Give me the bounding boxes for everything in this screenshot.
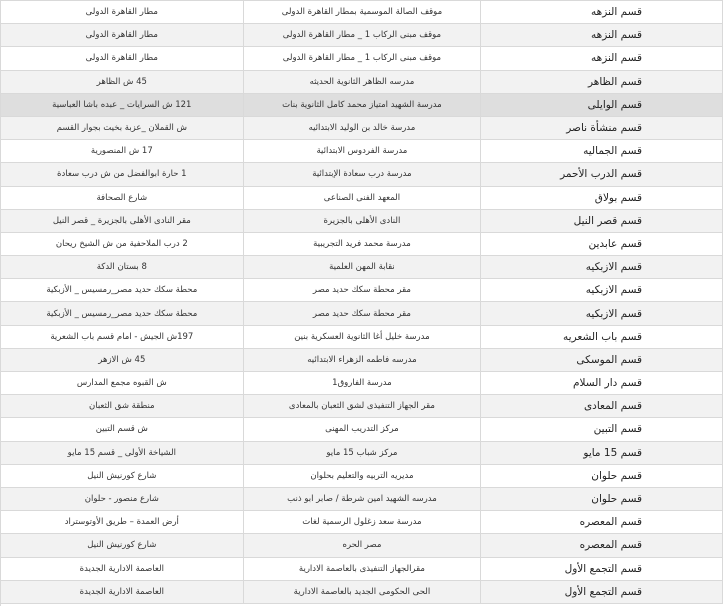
district-cell: قسم النزهه <box>481 1 723 23</box>
location-cell: الحى الحكومى الجديد بالعاصمة الادارية <box>244 581 482 603</box>
district-cell: قسم منشأة ناصر <box>481 117 723 139</box>
location-cell: مركز التدريب المهنى <box>244 418 482 440</box>
address-cell: 8 بستان الدكة <box>1 256 244 278</box>
address-cell: 1 حارة ابوالفضل من ش درب سعادة <box>1 163 244 185</box>
address-cell: مطار القاهرة الدولى <box>1 24 244 46</box>
address-cell: محطة سكك حديد مصر_رمسيس _ الأزبكية <box>1 302 244 324</box>
district-cell: قسم النزهه <box>481 24 723 46</box>
location-cell: نقابة المهن العلمية <box>244 256 482 278</box>
table-row <box>1 279 723 302</box>
location-cell: مديريه التربيه والتعليم بحلوان <box>244 465 482 487</box>
table-row <box>1 558 723 581</box>
district-cell: قسم باب الشعريه <box>481 326 723 348</box>
address-cell: ش قسم التبين <box>1 418 244 440</box>
table-row <box>1 511 723 534</box>
table-row <box>1 71 723 94</box>
location-cell: موقف مبنى الركاب 1 _ مطار القاهرة الدولى <box>244 24 482 46</box>
district-cell: قسم الازبكيه <box>481 279 723 301</box>
table-row <box>1 581 723 604</box>
table-row <box>1 534 723 557</box>
district-cell: قسم المعادى <box>481 395 723 417</box>
district-cell: قسم عابدين <box>481 233 723 255</box>
table-row <box>1 187 723 210</box>
address-cell: شارع كورنيش النيل <box>1 465 244 487</box>
address-cell: ش القبوه مجمع المدارس <box>1 372 244 394</box>
table-row <box>1 233 723 256</box>
location-cell: مقر محطة سكك حديد مصر <box>244 279 482 301</box>
table-row <box>1 442 723 465</box>
location-cell: مدرسة خليل أغا الثانوية العسكرية بنين <box>244 326 482 348</box>
location-cell: مدرسة الفاروق1 <box>244 372 482 394</box>
table-row <box>1 465 723 488</box>
location-cell: موقف الصالة الموسمية بمطار القاهرة الدولى <box>244 1 482 23</box>
location-cell: مدرسة خالد بن الوليد الابتدائيه <box>244 117 482 139</box>
district-cell: قسم الوايلى <box>481 94 723 116</box>
location-cell: مدرسة الشهيد امتياز محمد كامل الثانوية بنات <box>244 94 482 116</box>
address-cell: أرض العمدة – طريق الأوتوستراد <box>1 511 244 533</box>
address-cell: 2 درب الملاحفية من ش الشيخ ريحان <box>1 233 244 255</box>
address-cell: محطة سكك حديد مصر_رمسيس _ الأزبكية <box>1 279 244 301</box>
table-row <box>1 349 723 372</box>
address-cell: الشياخة الأولى _ قسم 15 مايو <box>1 442 244 464</box>
location-cell: مقر الجهاز التنفيذى لشق الثعبان بالمعادى <box>244 395 482 417</box>
location-cell: مصر الحره <box>244 534 482 556</box>
table-row <box>1 256 723 279</box>
location-cell: مدرسة سعد زغلول الرسمية لغات <box>244 511 482 533</box>
location-cell: مدرسه فاطمه الزهراء الابتدائيه <box>244 349 482 371</box>
location-cell: مقر محطة سكك حديد مصر <box>244 302 482 324</box>
table-row <box>1 372 723 395</box>
district-cell: قسم المعصره <box>481 534 723 556</box>
address-cell: مطار القاهرة الدولى <box>1 1 244 23</box>
district-cell: قسم قصر النيل <box>481 210 723 232</box>
district-cell: قسم المعصره <box>481 511 723 533</box>
address-cell: منطقة شق الثعبان <box>1 395 244 417</box>
location-cell: مدرسة محمد فريد التجريبية <box>244 233 482 255</box>
district-cell: قسم بولاق <box>481 187 723 209</box>
district-cell: قسم دار السلام <box>481 372 723 394</box>
address-cell: شارع منصور - حلوان <box>1 488 244 510</box>
district-cell: قسم حلوان <box>481 465 723 487</box>
location-cell: المعهد الفنى الصناعى <box>244 187 482 209</box>
table-row <box>1 47 723 70</box>
location-cell: النادى الأهلى بالجزيرة <box>244 210 482 232</box>
address-cell: مطار القاهرة الدولى <box>1 47 244 69</box>
location-cell: مركز شباب 15 مايو <box>244 442 482 464</box>
district-cell: قسم الازبكيه <box>481 302 723 324</box>
district-cell: قسم النزهه <box>481 47 723 69</box>
table-row <box>1 140 723 163</box>
address-cell: شارع كورنيش النيل <box>1 534 244 556</box>
district-cell: قسم الدرب الأحمر <box>481 163 723 185</box>
location-cell: موقف مبنى الركاب 1 _ مطار القاهرة الدولى <box>244 47 482 69</box>
table-row <box>1 326 723 349</box>
table-row <box>1 163 723 186</box>
district-cell: قسم التجمع الأول <box>481 558 723 580</box>
table-row <box>1 395 723 418</box>
table-row <box>1 24 723 47</box>
district-cell: قسم 15 مايو <box>481 442 723 464</box>
district-cell: قسم التبين <box>481 418 723 440</box>
district-cell: قسم التجمع الأول <box>481 581 723 603</box>
district-cell: قسم حلوان <box>481 488 723 510</box>
address-cell: 45 ش الظاهر <box>1 71 244 93</box>
location-cell: مدرسه الشهيد امين شرطة / صابر ابو ذنب <box>244 488 482 510</box>
address-cell: 197ش الجيش - امام قسم باب الشعرية <box>1 326 244 348</box>
location-cell: مقرالجهاز التنفيذى بالعاصمة الادارية <box>244 558 482 580</box>
table-row <box>1 117 723 140</box>
district-cell: قسم الازبكيه <box>481 256 723 278</box>
location-cell: مدرسة درب سعادة الإبتدائية <box>244 163 482 185</box>
address-cell: مقر النادى الأهلى بالجزيرة _ قصر النيل <box>1 210 244 232</box>
table-row <box>1 302 723 325</box>
table-row-hovered <box>1 94 723 117</box>
table-row <box>1 418 723 441</box>
table-row <box>1 488 723 511</box>
address-cell: 121 ش السرايات _ عبده باشا العباسية <box>1 94 244 116</box>
district-cell: قسم الظاهر <box>481 71 723 93</box>
location-cell: مدرسه الظاهر الثانوية الحديثه <box>244 71 482 93</box>
address-cell: شارع الصحافة <box>1 187 244 209</box>
address-cell: العاصمة الادارية الجديدة <box>1 558 244 580</box>
address-cell: 17 ش المنصورية <box>1 140 244 162</box>
address-cell: 45 ش الازهر <box>1 349 244 371</box>
district-cell: قسم الجماليه <box>481 140 723 162</box>
address-cell: العاصمة الادارية الجديدة <box>1 581 244 603</box>
table-row <box>1 1 723 24</box>
district-cell: قسم الموسكى <box>481 349 723 371</box>
address-cell: ش القملان _عزبة بخيت بجوار القسم <box>1 117 244 139</box>
table-row <box>1 210 723 233</box>
location-cell: مدرسة الفردوس الابتدائية <box>244 140 482 162</box>
